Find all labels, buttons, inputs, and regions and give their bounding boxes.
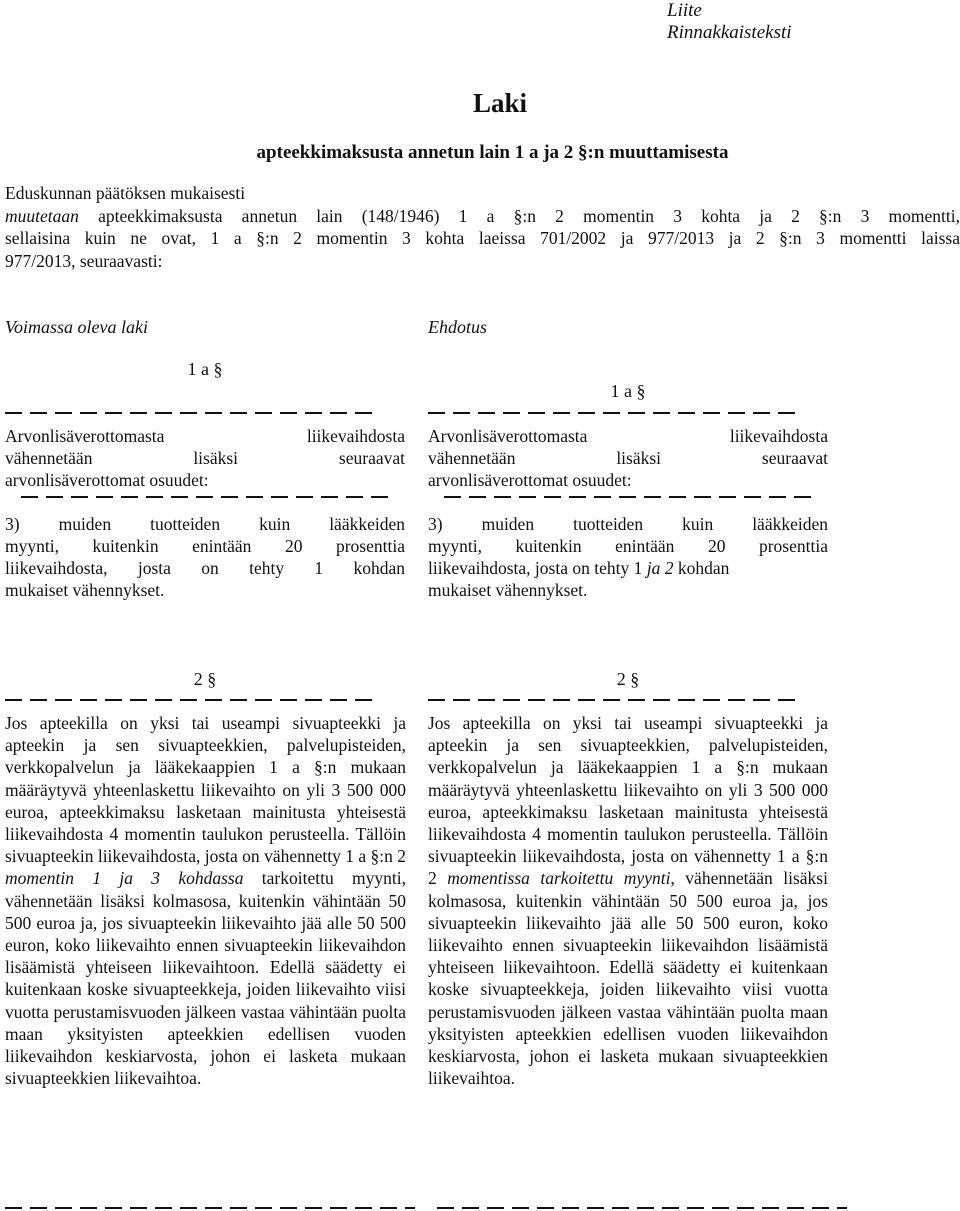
right-section-1a-para-1 [428, 425, 828, 491]
right-section-2-label: 2 § [616, 669, 640, 689]
left-omission-dash-4 [5, 1207, 415, 1209]
right-1a-p1-line-1: Arvonlisäverottomasta liikevaihdosta [428, 426, 828, 446]
right-omission-dash-2 [444, 496, 818, 498]
intro-line-1: Eduskunnan päätöksen mukaisesti [5, 183, 246, 203]
left-section-1a-para-1 [5, 425, 405, 491]
right-omission-dash-1 [428, 412, 802, 414]
document-header-note [667, 0, 792, 44]
left-section-1a-label: 1 a § [187, 359, 223, 379]
left-1a-p2-line-4: mukaiset vähennykset. [5, 580, 165, 600]
left-section-2-paragraph [5, 712, 406, 1089]
header-label-rinnakkaisteksti: Rinnakkaisteksti [667, 22, 792, 43]
right-1a-p2-line-2: myynti, kuitenkin enintään 20 prosenttia [428, 536, 828, 556]
right-section-2-paragraph [428, 712, 828, 1089]
left-1a-p2-line-1: 3) muiden tuotteiden kuin lääkkeiden [5, 514, 405, 534]
right-1a-p1-line-3: arvonlisäverottomat osuudet: [428, 470, 632, 490]
law-title: Laki [472, 88, 528, 118]
left-1a-p1-line-1: Arvonlisäverottomasta liikevaihdosta [5, 426, 405, 446]
right-1a-p2-line-4: mukaiset vähennykset. [428, 580, 588, 600]
right-1a-p2-line-1: 3) muiden tuotteiden kuin lääkkeiden [428, 514, 828, 534]
right-2-text-part-2: , vähennetään lisäksi kolmasosa, kuitenkin vähintään 50 500 euroa ja, jos sivuapteekin liikevaihto jää alle 50 500 euron, koko liikevaihto ennen sivuapteekin liikevaihdon lisäämistä yhteiseen liikevaihtoon. Edellä säädetty ei kuitenkaan koske sivuapteekkeja, joiden liikevaihto viisi vuotta perustamisvuoden jälkeen vastaa vähintään puolta maan yksityisten apteekkien edellisen vuoden liikevaihdon keskiarvosta, johon ei lasketa mukaan sivuapteekkien liikevaihtoa. [428, 868, 828, 1089]
intro-line-4: 977/2013, seuraavasti: [5, 250, 163, 271]
right-section-1a-para-2 [428, 513, 828, 601]
right-1a-p1-line-2: vähennetään lisäksi seuraavat [428, 448, 828, 468]
right-1a-p2-line-3 [428, 557, 828, 579]
left-2-text-part-1: Jos apteekilla on yksi tai useampi sivuapteekki ja apteekin ja sen sivuapteekkien, palvelupisteiden, verkkopalvelun ja lääkekaappien 1 a §:n mukaan määräytyvä yhteenlaskettu liikevaihto on yli 3 500 000 euroa, apteekkimaksu lasketaan mainitusta yhteisestä liikevaihdosta 4 momentin taulukon perusteella. Tällöin sivuapteekin liikevaihdosta, josta on vähennetty 1 a §:n 2 [5, 713, 406, 867]
left-section-1a-para-2 [5, 513, 405, 601]
left-1a-p1-line-3: arvonlisäverottomat osuudet: [5, 470, 209, 490]
law-subtitle: apteekkimaksusta annetun lain 1 a ja 2 §:n muuttamisesta [256, 142, 729, 163]
left-omission-dash-2 [21, 496, 395, 498]
left-1a-p2-line-2: myynti, kuitenkin enintään 20 prosenttia [5, 536, 405, 556]
left-section-2-label: 2 § [193, 669, 217, 689]
right-omission-dash-4 [437, 1207, 847, 1209]
right-2-text-part-1: Jos apteekilla on yksi tai useampi sivuapteekki ja apteekin ja sen sivuapteekkien, palvelupisteiden, verkkopalvelun ja lääkekaappien 1 a §:n mukaan määräytyvä yhteenlaskettu liikevaihto on yli 3 500 000 euroa, apteekkimaksu lasketaan mainitusta yhteisestä liikevaihdosta 4 momentin taulukon perusteella. Tällöin sivuapteekin liikevaihdosta, josta on vähennetty 1 a §:n 2 [428, 713, 828, 889]
right-1a-amended-text: ja 2 [646, 558, 674, 578]
right-1a-p2-line-3-b: kohdan [673, 558, 730, 578]
intro-line-2-rest: apteekkimaksusta annetun lain (148/1946) 1 a §:n 2 momentin 3 kohta ja 2 §:n 3 momentti, [78, 205, 960, 226]
left-omission-dash-1 [5, 412, 379, 414]
intro-muutetaan: muutetaan [5, 205, 79, 226]
column-heading-current-law: Voimassa oleva laki [5, 317, 148, 337]
right-omission-dash-3 [428, 699, 802, 701]
left-omission-dash-3 [5, 699, 379, 701]
column-heading-proposal: Ehdotus [428, 317, 488, 337]
right-1a-p2-line-3-a: liikevaihdosta, josta on tehty 1 [428, 558, 647, 578]
right-section-1a-label: 1 a § [610, 381, 646, 401]
enactment-clause [5, 182, 960, 272]
left-1a-p1-line-2: vähennetään lisäksi seuraavat [5, 448, 405, 468]
right-2-amended-phrase: momentissa tarkoitettu myynti [447, 868, 671, 889]
left-2-amended-phrase: momentin 1 ja 3 kohdassa [5, 868, 244, 889]
intro-line-2 [5, 205, 960, 228]
left-section-2-text [5, 712, 406, 1089]
intro-line-3: sellaisina kuin ne ovat, 1 a §:n 2 momentin 3 kohta laeissa 701/2002 ja 977/2013 ja 2 §:n 3 momentti laissa [5, 228, 960, 248]
header-label-liite: Liite [667, 0, 702, 21]
left-2-text-part-2: tarkoitettu myynti, vähennetään lisäksi kolmasosa, kuitenkin vähintään 50 500 euroa ja, jos sivuapteekin liikevaihto jää alle 50 500 euron, koko liikevaihto ennen sivuapteekin liikevaihdon lisäämistä yhteiseen liikevaihtoon. Edellä säädetty ei kuitenkaan koske sivuapteekkeja, joiden liikevaihto viisi vuotta perustamisvuoden jälkeen vastaa vähintään puolta maan yksityisten apteekkien edellisen vuoden liikevaihdon keskiarvosta, johon ei lasketa mukaan sivuapteekkien liikevaihtoa. [5, 868, 406, 1089]
right-section-2-text [428, 712, 828, 1089]
left-1a-p2-line-3: liikevaihdosta, josta on tehty 1 kohdan [5, 558, 405, 578]
